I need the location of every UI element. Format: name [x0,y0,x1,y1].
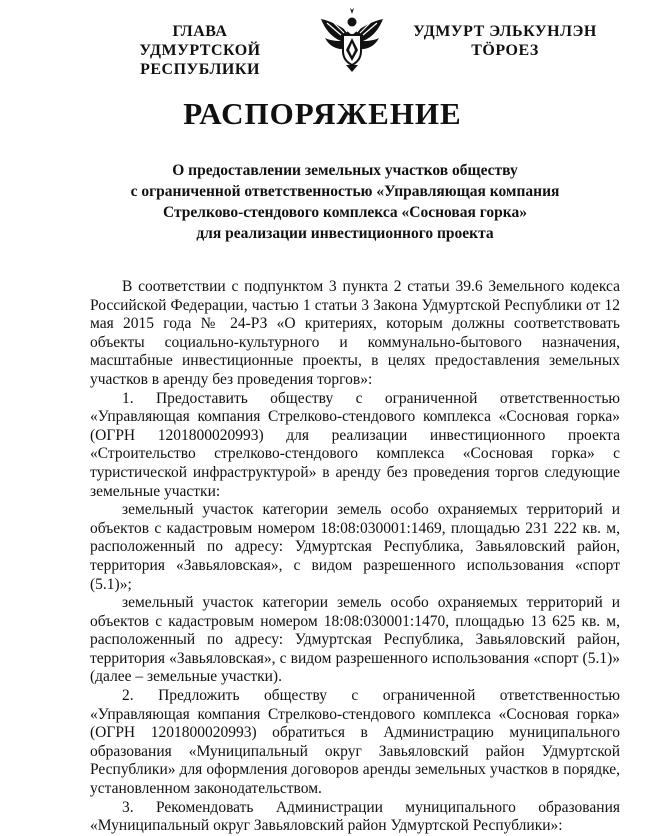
paragraph-item-2: 2. Предложить обществу с ограниченной ответственностью «Управляющая компания Стрелково-стендового комплекса «Сосновая горка» (ОГРН 1201800020993) обратиться в Администрацию муниципального образования «Муниципальный округ Завьяловский район Удмуртской Республики» для оформления договоров аренды земельных участков в порядке, установленном законодательством. [90,687,620,798]
subject-line: с ограниченной ответственностью «Управляющая компания [130,183,560,200]
header-left [80,22,320,79]
document-subject [110,160,580,244]
paragraph-land-plot-1469: земельный участок категории земель особо охраняемых территорий и объектов с кадастровым номером 18:08:030001:1469, площадью 231 222 кв. м, расположенный по адресу: Удмуртская Республика, Завьяловский район, территория «Завьяловская», с видом разрешенного использования «спорт (5.1)»; [90,501,620,593]
header-right [405,22,605,60]
header-right-line2: ТӦРОЕЗ [471,42,539,59]
subject-line: для реализации инвестиционного проекта [196,225,494,242]
paragraph-preamble: В соответствии с подпунктом 3 пункта 2 статьи 39.6 Земельного кодекса Российской Федерации, частью 1 статьи 3 Закона Удмуртской Республики от 12 мая 2015 года № 24-РЗ «О критериях, которым должны соответствовать объекты социально-культурного и коммунально-бытового назначения, масштабные инвестиционные проекты, в целях предоставления земельных участков в аренду без проведения торгов»: [90,278,620,388]
document-title: РАСПОРЯЖЕНИЕ [183,96,462,131]
document-body [90,278,620,836]
paragraph-land-plot-1470: земельный участок категории земель особо охраняемых территорий и объектов с кадастровым номером 18:08:030001:1470, площадью 13 625 кв. м, расположенный по адресу: Удмуртская Республика, Завьяловский район, территория «Завьяловская», с видом разрешенного использования «спорт (5.1)» (далее – земельные участки). [90,594,620,686]
header-left-line1: ГЛАВА [172,23,228,40]
subject-line: Стрелково-стендового комплекса «Сосновая горка» [162,204,527,221]
subject-line: О предоставлении земельных участков обществу [172,162,518,179]
paragraph-item-1: 1. Предоставить обществу с ограниченной ответственностью «Управляющая компания Стрелково-стендового комплекса «Сосновая горка» (ОГРН 1201800020993) для реализации инвестиционного проекта «Строительство стрелково-стендового комплекса «Сосновая горка» с туристической инфраструктурой» в аренду без проведения торгов следующие земельные участки: [90,389,620,500]
paragraph-item-3: 3. Рекомендовать Администрации муниципального образования «Муниципальный округ Завьяловский район Удмуртской Республики»: [90,798,620,835]
udmurt-coat-of-arms-icon [317,5,387,73]
header-right-line1: УДМУРТ ЭЛЬКУНЛЭН [413,23,597,40]
header-left-line2: УДМУРТСКОЙ РЕСПУБЛИКИ [139,42,261,78]
